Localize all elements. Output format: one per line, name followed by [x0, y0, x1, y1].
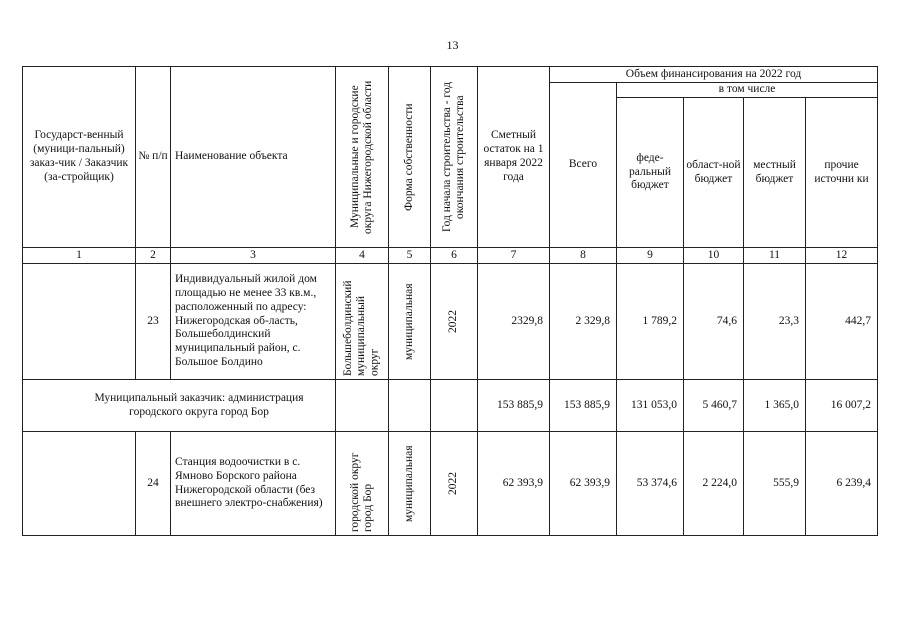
row-regional: 5 460,7: [684, 380, 744, 432]
header-balance: Сметный остаток на 1 января 2022 года: [478, 67, 550, 248]
header-regional: област-ной бюджет: [684, 98, 744, 248]
row-district-text: городской округ город Бор: [348, 452, 374, 532]
column-number: 3: [171, 248, 336, 264]
column-number: 4: [336, 248, 389, 264]
header-funding-group: Объем финансирования на 2022 год: [550, 67, 878, 83]
header-object-name: Наименование объекта: [171, 67, 336, 248]
column-number: 5: [389, 248, 431, 264]
row-customer: [23, 432, 136, 536]
column-number-row: [23, 248, 878, 264]
column-number: 11: [744, 248, 806, 264]
row-object-name: Станция водоочистки в с. Ямново Борского района Нижегородской области (без внешнего электро-снабжения): [171, 432, 336, 536]
row-customer-summary: Муниципальный заказчик: администрация городского округа город Бор: [23, 380, 336, 432]
row-local: 1 365,0: [744, 380, 806, 432]
row-balance: 153 885,9: [478, 380, 550, 432]
row-federal: 131 053,0: [617, 380, 684, 432]
row-regional: 2 224,0: [684, 432, 744, 536]
row-other: 442,7: [806, 264, 878, 380]
row-district: [336, 432, 389, 536]
row-federal: 53 374,6: [617, 432, 684, 536]
row-ownership: [389, 264, 431, 380]
row-year-text: 2022: [447, 472, 460, 495]
row-total: 62 393,9: [550, 432, 617, 536]
column-number: 9: [617, 248, 684, 264]
header-other: прочие источни ки: [806, 98, 878, 248]
column-number: 2: [136, 248, 171, 264]
header-years-text: Год начала строительства - год окончания строительства: [440, 81, 466, 233]
column-number: 6: [431, 248, 478, 264]
header-local: местный бюджет: [744, 98, 806, 248]
header-total: Всего: [550, 83, 617, 248]
row-year: [431, 432, 478, 536]
header-years: [431, 67, 478, 248]
row-other: 16 007,2: [806, 380, 878, 432]
row-district: [336, 264, 389, 380]
table-row: [23, 380, 878, 432]
row-year: [431, 380, 478, 432]
row-district: [336, 380, 389, 432]
column-number: 8: [550, 248, 617, 264]
row-number: 23: [136, 264, 171, 380]
row-ownership-text: муниципальная: [402, 283, 415, 360]
header-customer: Государст-венный (муници-пальный) заказ-чик / Заказчик (за-стройщик): [23, 67, 136, 248]
header-ownership-text: Форма собственности: [402, 103, 415, 211]
column-number: 12: [806, 248, 878, 264]
header-ownership: [389, 67, 431, 248]
column-number: 10: [684, 248, 744, 264]
row-total: 153 885,9: [550, 380, 617, 432]
row-balance: 62 393,9: [478, 432, 550, 536]
row-total: 2 329,8: [550, 264, 617, 380]
row-ownership: [389, 380, 431, 432]
header-district: [336, 67, 389, 248]
column-number: 1: [23, 248, 136, 264]
row-customer: [23, 264, 136, 380]
column-number: 7: [478, 248, 550, 264]
row-year-text: 2022: [447, 310, 460, 333]
header-district-text: Муниципальные и городские округа Нижегородской области: [348, 80, 374, 234]
row-object-name: Индивидуальный жилой дом площадью не менее 33 кв.м., расположенный по адресу: Нижегородская об-ласть, Большеболдинский муниципальный район, с. Большое Болдино: [171, 264, 336, 380]
table-row: [23, 264, 878, 380]
table-row: [23, 432, 878, 536]
row-ownership: [389, 432, 431, 536]
row-number: 24: [136, 432, 171, 536]
header-federal: феде-ральный бюджет: [617, 98, 684, 248]
row-district-text: Большеболдинский муниципальный округ: [342, 280, 381, 376]
header-including: в том числе: [617, 83, 878, 98]
row-other: 6 239,4: [806, 432, 878, 536]
row-balance: 2329,8: [478, 264, 550, 380]
page-number: 13: [446, 38, 459, 52]
header-number: № п/п: [136, 67, 171, 248]
row-local: 23,3: [744, 264, 806, 380]
row-local: 555,9: [744, 432, 806, 536]
row-year: [431, 264, 478, 380]
row-federal: 1 789,2: [617, 264, 684, 380]
funding-table: [22, 66, 878, 536]
row-regional: 74,6: [684, 264, 744, 380]
row-ownership-text: муниципальная: [402, 445, 415, 522]
